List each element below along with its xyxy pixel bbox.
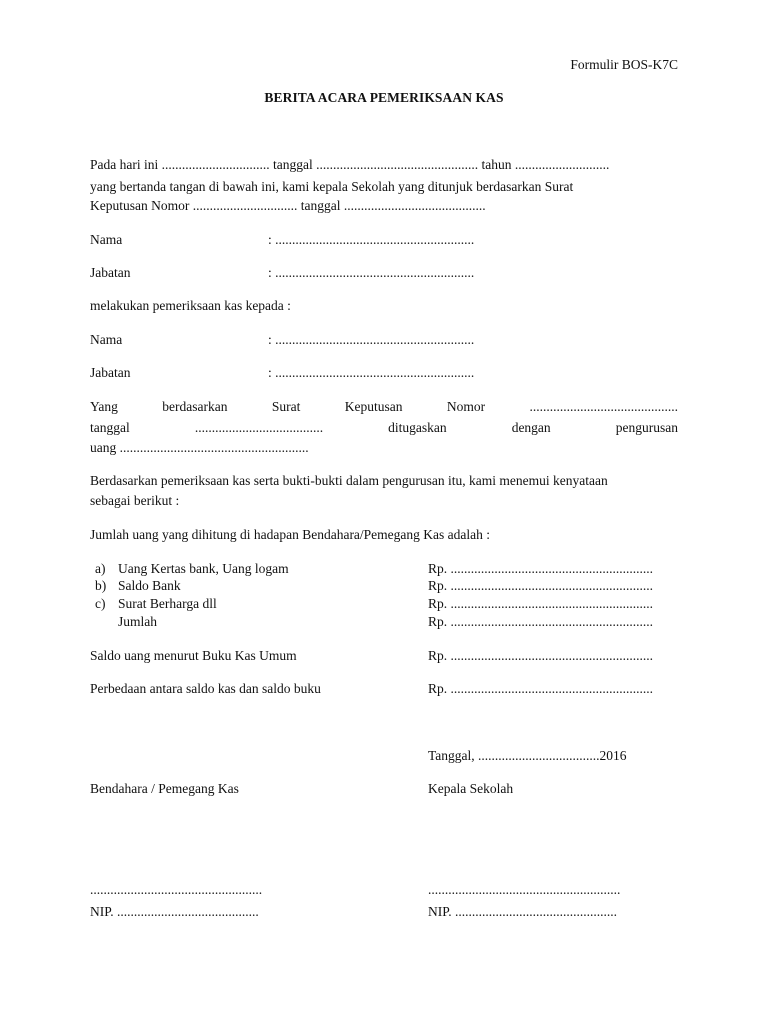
list-item-label: Surat Berharga dll: [118, 596, 217, 611]
difference-value: Rp. ............................................................: [428, 681, 654, 696]
assignment-word: ......................................: [194, 420, 324, 435]
book-balance-value: Rp. ............................................................: [428, 648, 654, 663]
assignment-line-3: uang ........................................................: [90, 440, 309, 455]
assignment-word: ............................................: [529, 399, 678, 414]
assignment-word: dengan: [511, 420, 551, 435]
findings-line-2: sebagai berikut :: [90, 493, 180, 508]
principal-signature-line: .........................................................: [428, 882, 621, 897]
examinee-name-label: Nama: [90, 332, 123, 347]
list-item-label: Saldo Bank: [118, 578, 181, 593]
assignment-line-1: [90, 398, 678, 416]
intro-line-2: [90, 178, 678, 196]
conducts-text: melakukan pemeriksaan kas kepada :: [90, 298, 291, 313]
book-balance-label: Saldo uang menurut Buku Kas Umum: [90, 648, 297, 663]
assignment-word: Keputusan: [344, 399, 403, 414]
form-code: Formulir BOS-K7C: [570, 57, 678, 72]
examiner-name-value: : ...........................................................: [268, 232, 475, 247]
list-letter: c): [95, 596, 106, 611]
assignment-word: berdasarkan: [162, 399, 228, 414]
assignment-word: tanggal: [90, 420, 130, 435]
examiner-position-value: : ...........................................................: [268, 265, 475, 280]
assignment-word: Nomor: [446, 399, 486, 414]
date-line: Tanggal, ....................................2016: [428, 748, 627, 763]
intro-line-1: Pada hari ini ................................ tanggal ................................................ tahun ............................: [90, 157, 610, 172]
intro-line-3: Keputusan Nomor ............................... tanggal ..........................................: [90, 198, 486, 213]
assignment-word: Yang: [90, 399, 118, 414]
treasurer-signature-line: ...................................................: [90, 882, 263, 897]
list-total-label: Jumlah: [118, 614, 157, 629]
treasurer-title: Bendahara / Pemegang Kas: [90, 781, 239, 796]
list-total-value: Rp. ............................................................: [428, 614, 654, 629]
examinee-name-value: : ...........................................................: [268, 332, 475, 347]
list-item-label: Uang Kertas bank, Uang logam: [118, 561, 289, 576]
assignment-word: pengurusan: [615, 420, 678, 435]
intro-line-2-text: yang bertanda tangan di bawah ini, kami kepala Sekolah yang ditunjuk berdasarkan Surat: [90, 179, 574, 194]
assignment-word: ditugaskan: [388, 420, 447, 435]
examiner-position-label: Jabatan: [90, 265, 131, 280]
assignment-line-2: [90, 419, 678, 437]
examinee-position-value: : ...........................................................: [268, 365, 475, 380]
list-letter: a): [95, 561, 106, 576]
count-intro: Jumlah uang yang dihitung di hadapan Bendahara/Pemegang Kas adalah :: [90, 527, 491, 542]
findings-line-1: Berdasarkan pemeriksaan kas serta bukti-bukti dalam pengurusan itu, kami menemui kenyataan: [90, 473, 608, 488]
principal-title: Kepala Sekolah: [428, 781, 514, 796]
document-title: BERITA ACARA PEMERIKSAAN KAS: [264, 90, 504, 105]
examiner-name-label: Nama: [90, 232, 123, 247]
examinee-position-label: Jabatan: [90, 365, 131, 380]
list-item-value: Rp. ............................................................: [428, 561, 654, 576]
list-item-value: Rp. ............................................................: [428, 578, 654, 593]
difference-label: Perbedaan antara saldo kas dan saldo buku: [90, 681, 321, 696]
principal-nip: NIP. ................................................: [428, 904, 618, 919]
list-item-value: Rp. ............................................................: [428, 596, 654, 611]
treasurer-nip: NIP. ..........................................: [90, 904, 259, 919]
assignment-word: Surat: [271, 399, 301, 414]
list-letter: b): [95, 578, 107, 593]
